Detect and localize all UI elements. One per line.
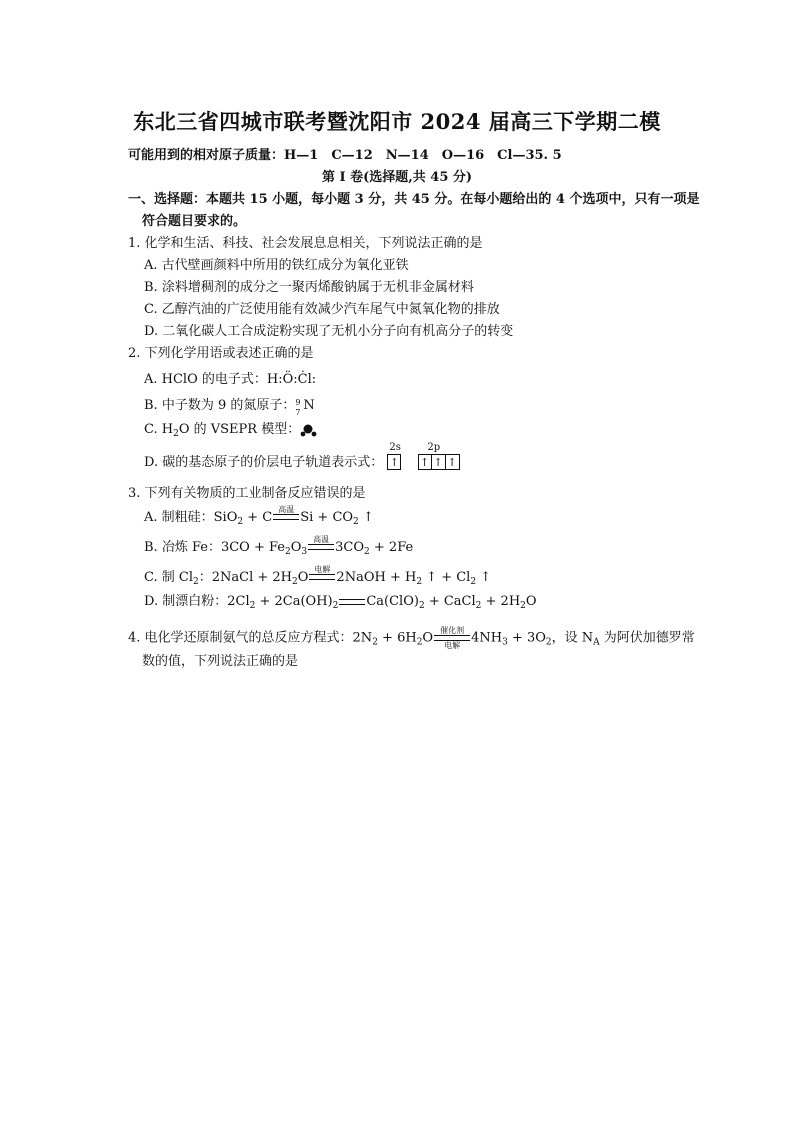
q3-c-sub4: 2 (470, 577, 477, 587)
q4-stem-line2: 数的值，下列说法正确的是 (142, 654, 299, 669)
q2-option-a (144, 372, 316, 388)
part1-instruction-line2: 符合题目要求的。 (142, 214, 247, 229)
q3-d-rhs4: O (525, 594, 537, 609)
q2-d-prefix: D. 碳的基态原子的价层电子轨道表示式： (144, 455, 384, 470)
q3-b-sub: 2 (285, 547, 291, 557)
q3-b-lhs: B. 冶炼 Fe：3CO + Fe (144, 540, 285, 555)
orbital-box: ↑ (446, 454, 460, 470)
orbital-box: ↑ (418, 454, 432, 470)
q3-c-lhs2: ：2NaCl + 2H (198, 570, 293, 585)
q2-a-prefix: A. HClO 的电子式： (144, 372, 267, 387)
q2-c-sub: 2 (173, 429, 179, 439)
q3-option-a (144, 505, 374, 527)
reaction-condition (308, 535, 334, 550)
orbital-2s (387, 454, 401, 470)
q3-a-sub2: 2 (353, 517, 359, 527)
q4-stem-mid: + 6H (377, 630, 417, 646)
q3-a-sub: 2 (237, 517, 244, 527)
q3-c-rhs: 2NaOH + H (336, 570, 417, 585)
q3-d-sub2: 2 (332, 601, 339, 611)
q4-stem-mid2: O (422, 630, 434, 646)
q3-b-tail: + 2Fe (369, 540, 414, 555)
orbital-box: ↑ (387, 454, 401, 470)
part1-instruction-line1: 一、选择题：本题共 15 小题，每小题 3 分，共 45 分。在每小题给出的 4 个选项中，只有一项是 (128, 192, 700, 207)
orbital-label-2p: 2p (427, 442, 441, 453)
q3-d-sub4: 2 (475, 601, 482, 611)
reaction-equals (339, 599, 365, 605)
q3-b-sub2: 3 (301, 547, 308, 557)
condition-label-bottom: 电解 (444, 641, 461, 650)
orbital-2p (418, 454, 460, 470)
q3-a-rhs: Si + CO (300, 510, 354, 525)
q3-d-lhs: D. 制漂白粉：2Cl (144, 594, 250, 609)
condition-label: 高温 (313, 535, 330, 544)
q2-option-c (144, 422, 318, 438)
q1-option-a: A. 古代壁画颜料中所用的铁红成分为氧化亚铁 (144, 258, 409, 273)
condition-label-top: 催化剂 (440, 626, 465, 635)
q3-d-sub5: 2 (520, 601, 526, 611)
q2-c-suffix: O 的 VSEPR 模型： (178, 422, 301, 437)
orbital-label-2s: 2s (389, 442, 401, 453)
q3-option-b (144, 535, 414, 557)
q4-stem (128, 626, 695, 650)
q4-sub3: 3 (502, 637, 508, 648)
q2-c-prefix: C. H (144, 422, 174, 437)
q3-a-lhs: A. 制粗硅：SiO (144, 510, 238, 525)
mass-number: 9 (295, 397, 301, 407)
q3-b-lhs2: O (290, 540, 302, 555)
atomic-masses: 可能用到的相对原子质量：H—1 C—12 N—14 O—16 Cl—35. 5 (128, 148, 562, 163)
q3-d-sub: 2 (249, 601, 256, 611)
q4-stem-rhs: 4NH (471, 630, 503, 646)
q2-option-d (144, 442, 460, 471)
avogadro-subscript: A (593, 637, 600, 648)
q4-stem-prefix: 4. 电化学还原制氨气的总反应方程式：2N (128, 630, 373, 646)
q2-b-prefix: B. 中子数为 9 的氮原子： (144, 398, 296, 413)
q4-sub2: 2 (416, 637, 423, 648)
q3-c-sub: 2 (193, 577, 199, 587)
q3-c-tail2: ↑ (476, 570, 492, 585)
q1-option-d: D. 二氧化碳人工合成淀粉实现了无机小分子向有机高分子的转变 (144, 324, 514, 339)
q3-c-lhs: C. 制 Cl (144, 570, 193, 585)
q4-sub4: 2 (545, 637, 552, 648)
q1-stem: 1. 化学和生活、科技、社会发展息息相关，下列说法正确的是 (128, 236, 483, 251)
q4-stem-rhs2: + 3O (507, 630, 546, 646)
nuclide-notation (295, 397, 303, 417)
q3-d-sub3: 2 (418, 601, 425, 611)
q3-option-c (144, 565, 492, 587)
q3-option-d (144, 594, 537, 610)
q4-stem-rhs5: 为阿伏加德罗常 (599, 630, 695, 646)
condition-label: 高温 (278, 505, 295, 514)
reaction-condition (309, 565, 335, 580)
q3-c-lhs3: O (297, 570, 309, 585)
q3-b-sub3: 2 (364, 547, 370, 557)
page-title: 东北三省四城市联考暨沈阳市 2024 届高三下学期二模 (133, 109, 661, 134)
q2-stem: 2. 下列化学用语或表述正确的是 (128, 346, 314, 361)
q2-option-b (144, 397, 315, 417)
reaction-condition (434, 626, 470, 650)
nuclide-symbol: N (303, 398, 315, 413)
atomic-number: 7 (295, 407, 301, 417)
q3-b-rhs: 3CO (335, 540, 365, 555)
orbital-box: ↑ (432, 454, 446, 470)
vsepr-model-icon (300, 423, 318, 437)
q3-c-sub3: 2 (416, 577, 423, 587)
q3-d-lhs2: + 2Ca(OH) (255, 594, 333, 609)
q3-a-tail: ↑ (358, 510, 374, 525)
q4-stem-rhs3: ，设 N (551, 630, 594, 646)
hclo-electron-formula: H:Ö:Ċl: (266, 372, 317, 387)
orbital-diagram (387, 442, 459, 471)
condition-label: 电解 (314, 565, 331, 574)
section-header: 第 I 卷(选择题,共 45 分) (321, 170, 473, 185)
q4-sub: 2 (372, 637, 378, 648)
q3-a-lhs2: + C (243, 510, 273, 525)
q1-option-b: B. 涂料增稠剂的成分之一聚丙烯酸钠属于无机非金属材料 (144, 280, 474, 295)
q3-c-sub2: 2 (292, 577, 298, 587)
q1-option-c: C. 乙醇汽油的广泛使用能有效减少汽车尾气中氮氧化物的排放 (144, 302, 500, 317)
q3-d-rhs2: + CaCl (424, 594, 476, 609)
q3-c-tail: ↑ + Cl (422, 570, 471, 585)
q3-d-rhs3: + 2H (481, 594, 521, 609)
q3-d-rhs: Ca(ClO) (366, 594, 419, 609)
q3-stem: 3. 下列有关物质的工业制备反应错误的是 (128, 486, 366, 501)
reaction-condition (273, 505, 299, 520)
